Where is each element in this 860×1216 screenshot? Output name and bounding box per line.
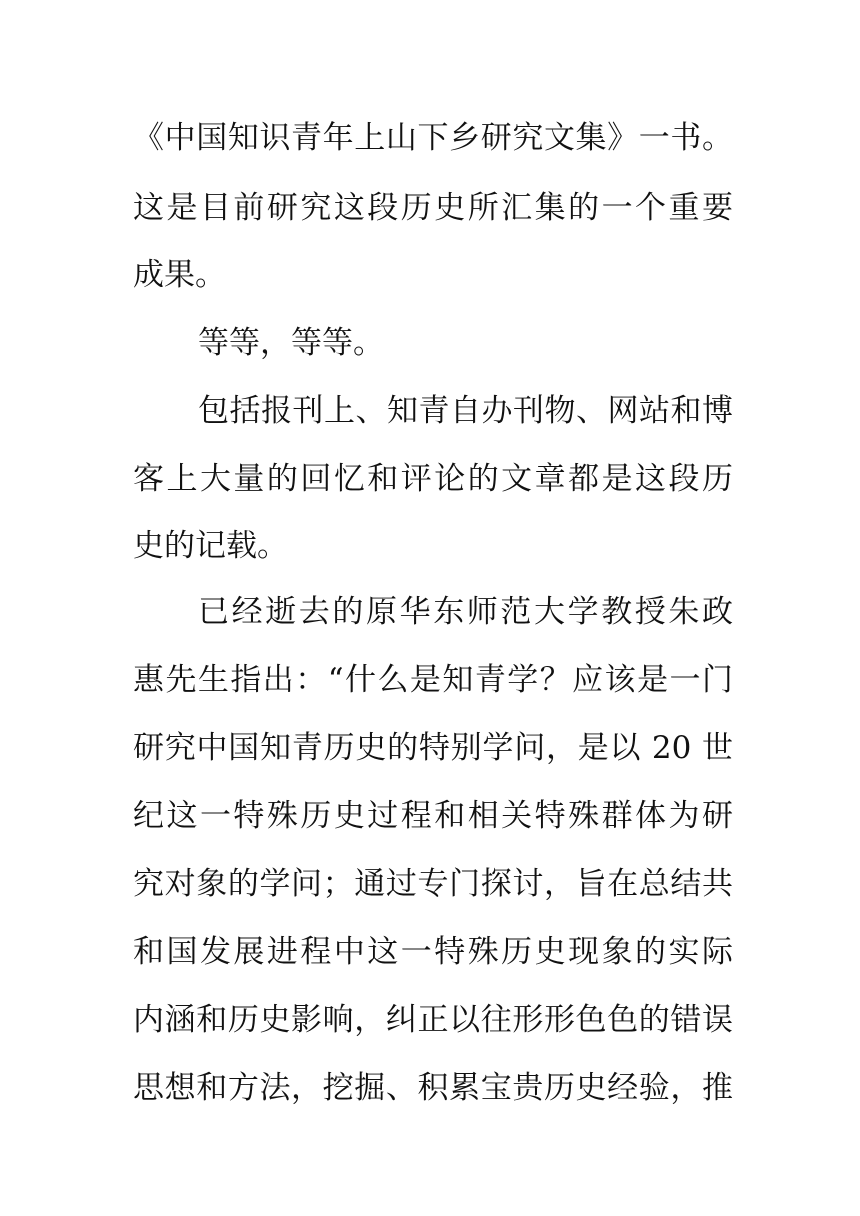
text-line: 《中国知识青年上山下乡研究文集》一书。 (133, 120, 733, 156)
text-line: 史的记载。 (133, 528, 288, 564)
text-line: 思想和方法，挖掘、积累宝贵历史经验，推 (133, 1070, 733, 1106)
text-line: 和国发展进程中这一特殊历史现象的实际 (133, 934, 733, 970)
text-line: 等等，等等。 (198, 325, 384, 361)
text-line: 究对象的学问；通过专门探讨，旨在总结共 (133, 866, 733, 902)
text-line: 这是目前研究这段历史所汇集的一个重要 (133, 190, 733, 226)
text-line: 包括报刊上、知青自办刊物、网站和博 (198, 393, 733, 429)
text-line: 纪这一特殊历史过程和相关特殊群体为研 (133, 798, 733, 834)
text-line: 成果。 (133, 257, 226, 293)
text-line: 客上大量的回忆和评论的文章都是这段历 (133, 461, 733, 497)
text-line: 已经逝去的原华东师范大学教授朱政 (198, 594, 733, 630)
text-line: 研究中国知青历史的特别学问，是以 20 世 (133, 730, 733, 766)
text-line: 惠先生指出：“什么是知青学？应该是一门 (133, 662, 733, 698)
text-line: 内涵和历史影响，纠正以往形形色色的错误 (133, 1002, 733, 1038)
